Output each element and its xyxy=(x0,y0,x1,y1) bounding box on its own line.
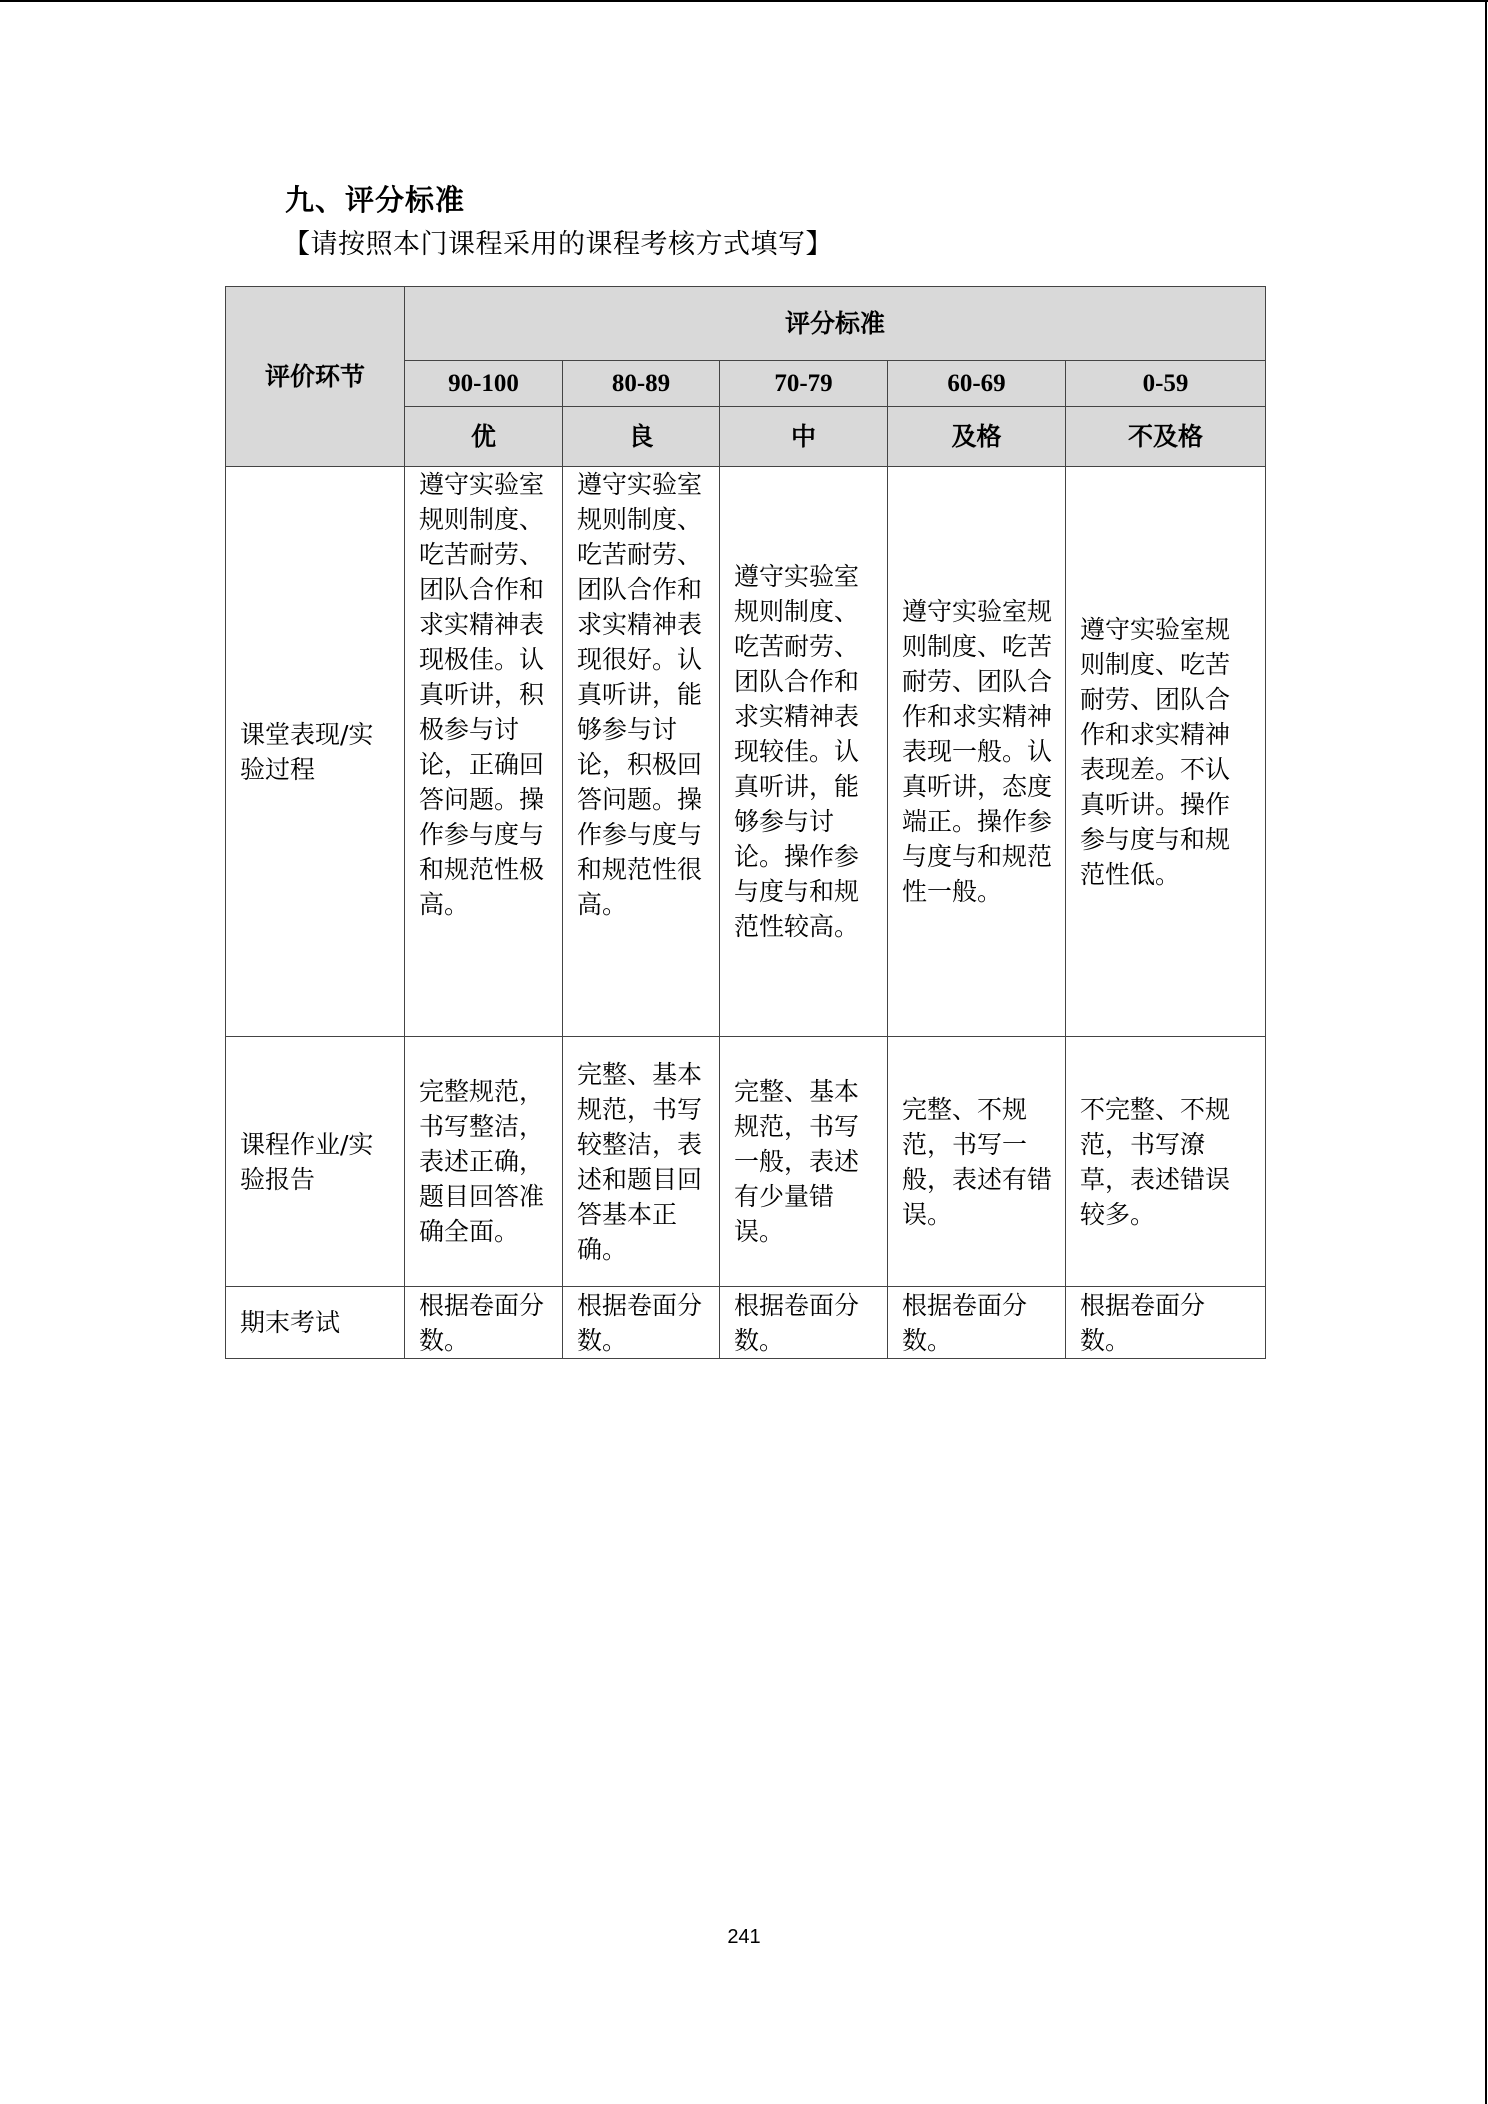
table-row xyxy=(226,1287,1266,1359)
section-title: 九、评分标准 xyxy=(285,183,466,217)
criteria-cell: 完整、不规范，书写一般，表述有错误。 xyxy=(888,1037,1066,1287)
score-range-header: 80-89 xyxy=(563,361,720,407)
section-note: 【请按照本门课程采用的课程考核方式填写】 xyxy=(283,229,833,260)
grade-label-header: 及格 xyxy=(888,407,1066,467)
table-row xyxy=(226,1037,1266,1287)
page-number: 241 xyxy=(727,1926,761,1948)
criteria-cell: 遵守实验室规则制度、吃苦耐劳、团队合作和求实精神表现一般。认真听讲，态度端正。操作参与度与和规范性一般。 xyxy=(888,467,1066,1037)
criteria-cell: 根据卷面分数。 xyxy=(405,1287,563,1359)
score-range-header: 0-59 xyxy=(1066,361,1266,407)
table-row xyxy=(226,467,1266,1037)
criteria-cell: 遵守实验室规则制度、吃苦耐劳、团队合作和求实精神表现极佳。认真听讲，积极参与讨论，正确回答问题。操作参与度与和规范性极高。 xyxy=(405,467,563,1037)
group-header: 评分标准 xyxy=(405,287,1266,361)
criteria-cell: 遵守实验室规则制度、吃苦耐劳、团队合作和求实精神表现较佳。认真听讲，能够参与讨论。操作参与度与和规范性较高。 xyxy=(720,467,888,1037)
right-border xyxy=(1485,0,1487,2104)
criteria-cell: 遵守实验室规则制度、吃苦耐劳、团队合作和求实精神表现很好。认真听讲，能够参与讨论，积极回答问题。操作参与度与和规范性很高。 xyxy=(563,467,720,1037)
criteria-cell: 根据卷面分数。 xyxy=(563,1287,720,1359)
grade-label-header: 中 xyxy=(720,407,888,467)
score-range-header: 70-79 xyxy=(720,361,888,407)
criteria-cell: 根据卷面分数。 xyxy=(1066,1287,1266,1359)
criteria-cell: 根据卷面分数。 xyxy=(720,1287,888,1359)
grade-label-header: 良 xyxy=(563,407,720,467)
criteria-cell: 不完整、不规范，书写潦草，表述错误较多。 xyxy=(1066,1037,1266,1287)
corner-header: 评价环节 xyxy=(226,287,405,467)
criteria-cell: 遵守实验室规则制度、吃苦耐劳、团队合作和求实精神表现差。不认真听讲。操作参与度与和规范性低。 xyxy=(1066,467,1266,1037)
criteria-cell: 完整规范，书写整洁，表述正确，题目回答准确全面。 xyxy=(405,1037,563,1287)
grade-label-header: 优 xyxy=(405,407,563,467)
criteria-cell: 根据卷面分数。 xyxy=(888,1287,1066,1359)
criteria-cell: 完整、基本规范，书写较整洁，表述和题目回答基本正确。 xyxy=(563,1037,720,1287)
row-label: 课程作业/实验报告 xyxy=(226,1037,405,1287)
top-border xyxy=(0,0,1488,2)
criteria-cell: 完整、基本规范，书写一般，表述有少量错误。 xyxy=(720,1037,888,1287)
score-range-header: 60-69 xyxy=(888,361,1066,407)
grading-rubric-table xyxy=(225,286,1266,1359)
row-label: 期末考试 xyxy=(226,1287,405,1359)
grade-label-header: 不及格 xyxy=(1066,407,1266,467)
header-row-group xyxy=(226,287,1266,361)
row-label: 课堂表现/实验过程 xyxy=(226,467,405,1037)
score-range-header: 90-100 xyxy=(405,361,563,407)
